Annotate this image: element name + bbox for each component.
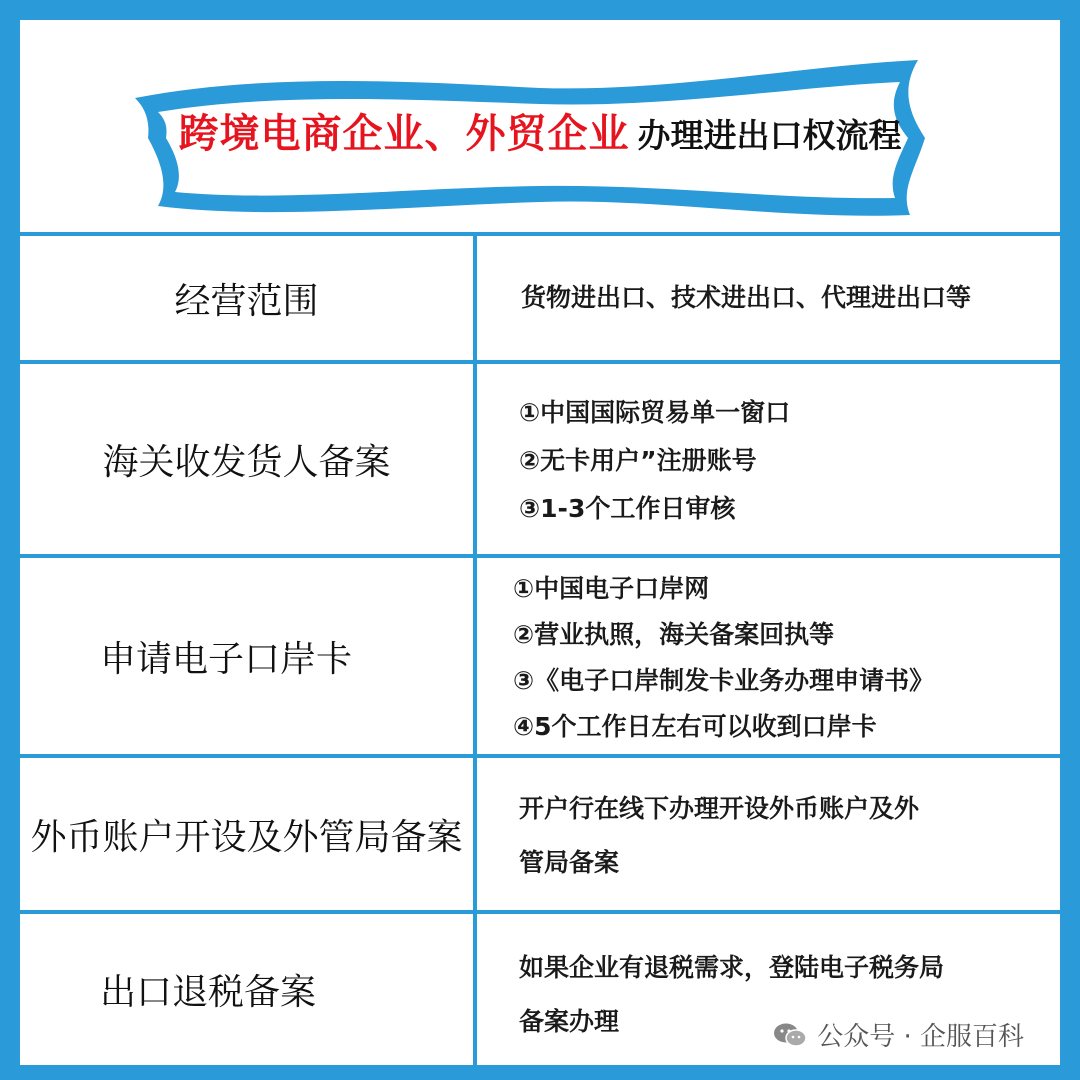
watermark (773, 1016, 1024, 1053)
title-red-part: 跨境电商企业、外贸企业 (178, 111, 630, 157)
row-item: ④5个工作日左右可以收到口岸卡 (513, 712, 877, 741)
row-item: 开户行在线下办理开设外币账户及外 (519, 794, 920, 823)
row-label: 申请电子口岸卡 (100, 638, 353, 680)
row-label: 经营范围 (174, 280, 319, 322)
row-content (477, 758, 1060, 910)
row-item: ①中国国际贸易单一窗口 (519, 398, 791, 427)
row-item: 管局备案 (519, 848, 620, 877)
row-item: 货物进出口、技术进出口、代理进出口等 (521, 283, 972, 312)
row-content (477, 236, 1060, 356)
row-label: 外币账户开设及外管局备案 (30, 816, 463, 858)
title-banner (20, 20, 1060, 232)
row-label: 海关收发货人备案 (102, 441, 391, 483)
row-item: ②营业执照，海关备案回执等 (513, 620, 835, 649)
row-label: 出口退税备案 (100, 972, 317, 1013)
row-item: 备案办理 (519, 1007, 620, 1036)
row-item: ③1-3个工作日审核 (519, 494, 736, 523)
row-item: ①中国电子口岸网 (513, 574, 710, 603)
page-title (20, 102, 1060, 159)
row-content (477, 558, 1060, 754)
row-item: ③《电子口岸制发卡业务办理申请书》 (513, 666, 935, 695)
row-item: 如果企业有退税需求，登陆电子税务局 (519, 953, 945, 982)
row-content (477, 364, 1060, 554)
wechat-icon (773, 1022, 807, 1048)
row-item: ②无卡用户”注册账号 (519, 446, 757, 475)
title-black-part: 办理进出口权流程 (637, 116, 902, 155)
watermark-text: 公众号 · 企服百科 (817, 1022, 1024, 1052)
content-card (20, 20, 1060, 1065)
